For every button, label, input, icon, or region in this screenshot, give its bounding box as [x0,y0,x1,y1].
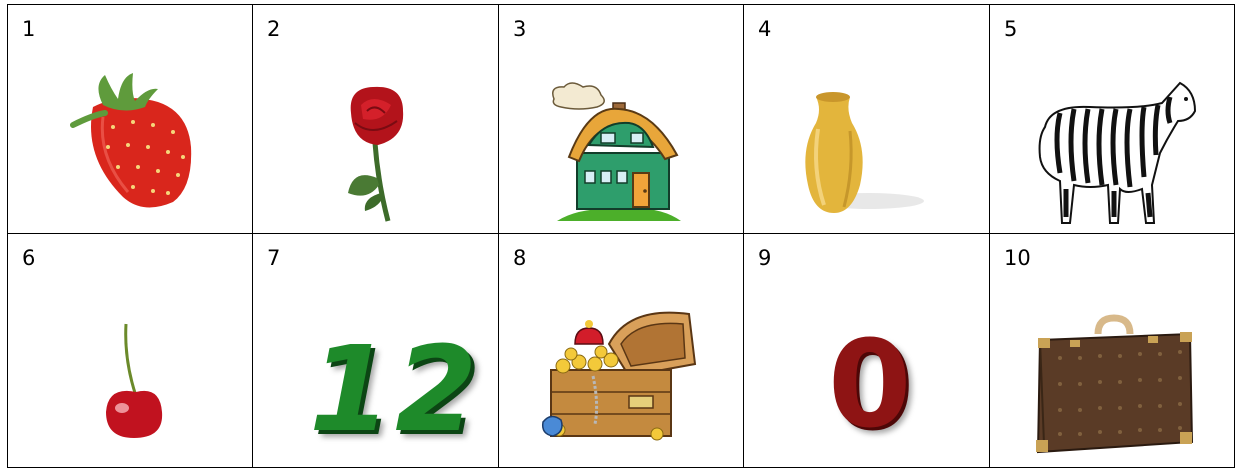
vase-icon [794,89,924,219]
cherry-icon [98,320,168,440]
zebra-icon [1030,77,1200,227]
number-zero-icon: 0 [828,316,912,455]
cell-number: 9 [758,246,772,270]
grid-cell [7,4,252,233]
grid-cell [743,233,989,468]
cell-number: 4 [758,17,772,41]
grid-cell [7,233,252,468]
grid-cell [743,4,989,233]
cell-number: 1 [22,17,36,41]
cell-number: 5 [1004,17,1018,41]
strawberry-icon [63,67,203,217]
grid-cell [989,4,1235,233]
treasure-chest-icon [539,304,699,444]
cell-number: 3 [513,17,527,41]
grid-cell [252,4,498,233]
number-twelve-icon: 12 [309,320,482,458]
picture-grid [7,4,1235,468]
cell-number: 8 [513,246,527,270]
rose-icon [333,83,413,223]
grid-cell [498,233,743,468]
grid-cell [252,233,498,468]
grid-cell [989,233,1235,468]
grid-cell [498,4,743,233]
cell-number: 2 [267,17,281,41]
cell-number: 10 [1004,246,1031,270]
house-icon [549,81,689,221]
cell-number: 7 [267,246,281,270]
cell-number: 6 [22,246,36,270]
suitcase-icon [1030,314,1200,454]
